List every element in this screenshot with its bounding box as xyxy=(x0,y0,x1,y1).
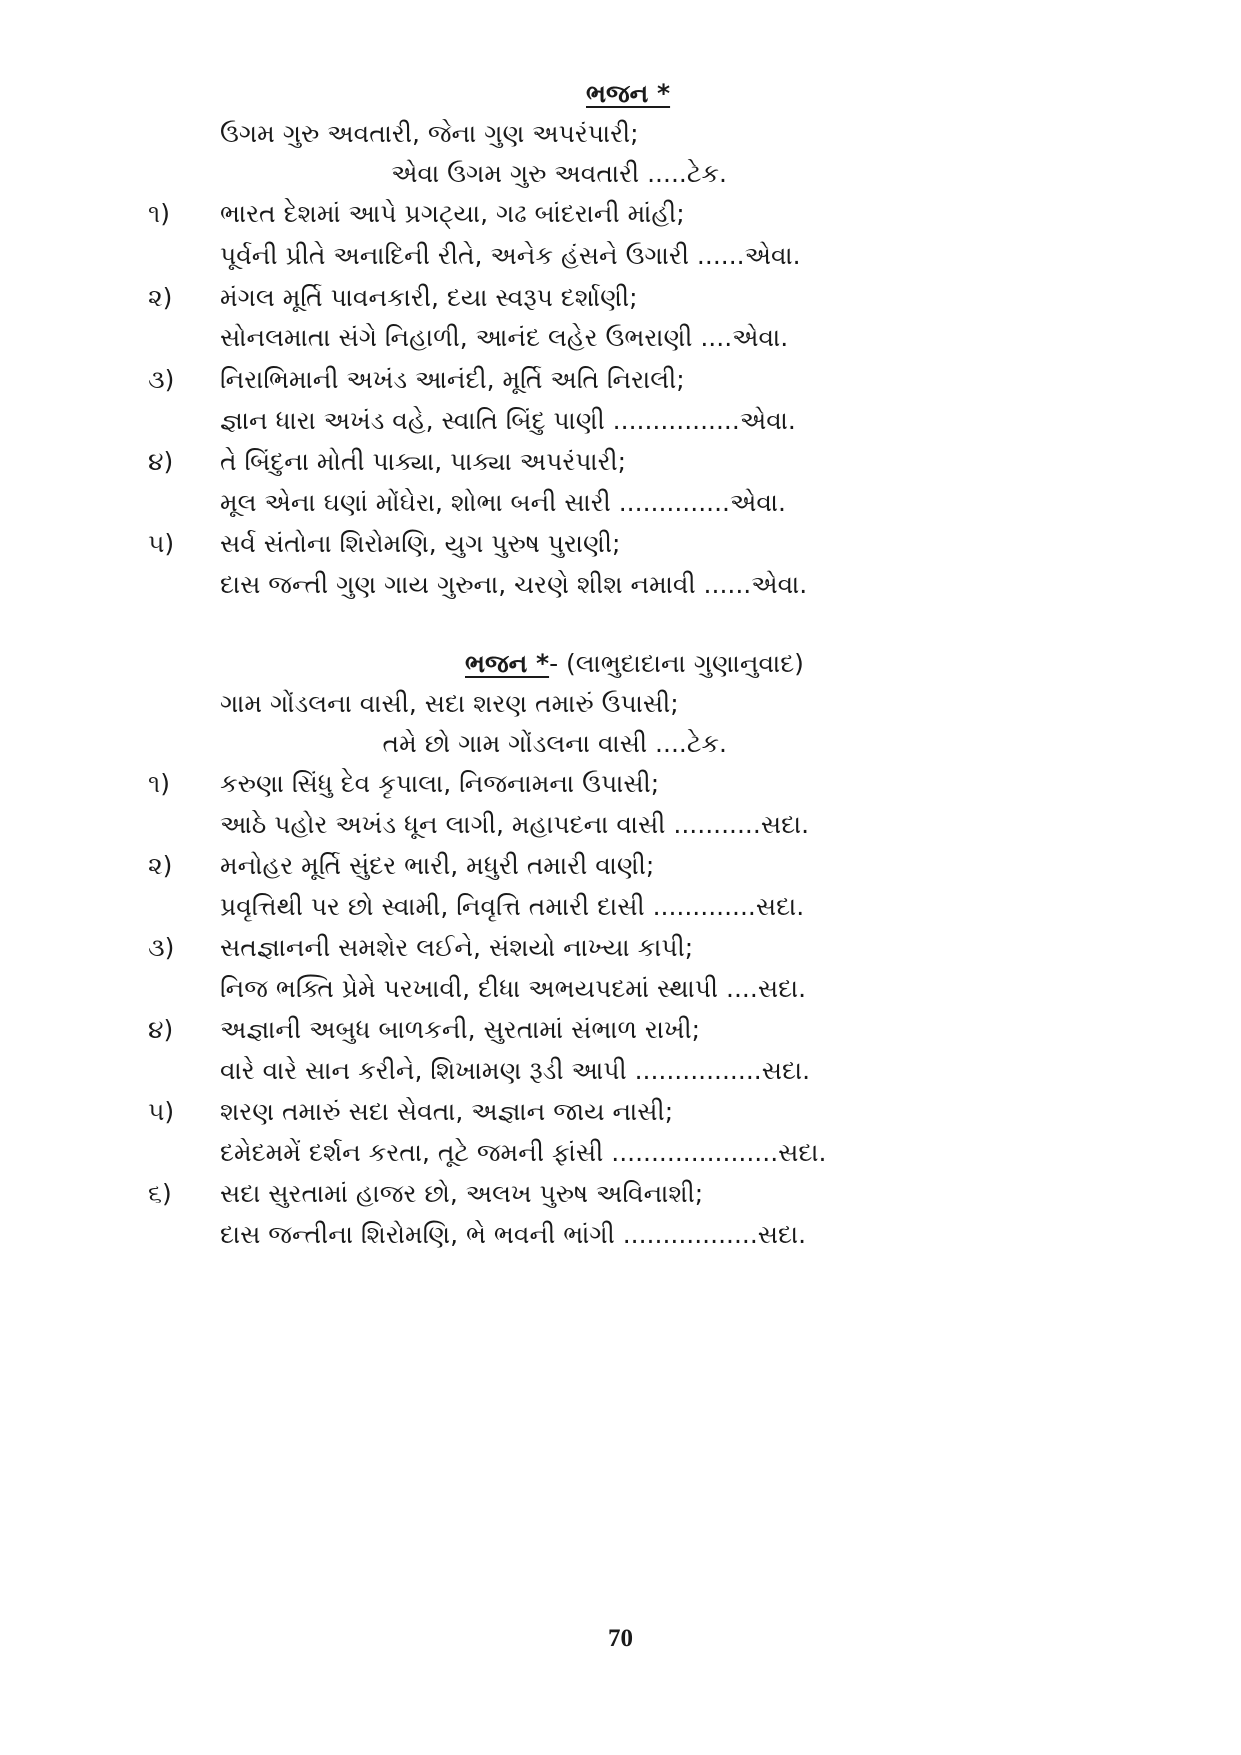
bhajan1-verse4-line1: તે બિંદુના મોતી પાક્યા, પાક્યા અપરંપારી; xyxy=(220,447,627,476)
bhajan2-verse4-line1: અજ્ઞાની અબુધ બાળકની, સુરતામાં સંભાળ રાખી; xyxy=(220,1015,701,1044)
bhajan2-subheading: - (લાભુદાદાના ગુણાનુવાદ) xyxy=(549,649,804,678)
bhajan1-heading-text: ભજન * xyxy=(586,79,671,108)
bhajan2-verse1-line2: આઠે પહોર અખંડ ધૂન લાગી, મહાપદના વાસી ...........સદા. xyxy=(220,810,810,839)
bhajan2-verse5-number: ૫) xyxy=(148,1097,175,1126)
bhajan1-verse5-line2: દાસ જન્તી ગુણ ગાય ગુરુના, ચરણે શીશ નમાવી ......એવા. xyxy=(220,570,808,599)
bhajan2-verse2-line1: મનોહર મૂર્તિ સુંદર ભારી, મધુરી તમારી વાણી; xyxy=(220,851,655,880)
bhajan2-heading xyxy=(465,648,804,680)
bhajan2-verse1-number: ૧) xyxy=(148,769,171,798)
bhajan2-tek-line2: તમે છો ગામ ગોંડલના વાસી ....ટેક. xyxy=(382,729,727,758)
bhajan2-verse3-line2: નિજ ભક્તિ પ્રેમે પરખાવી, દીધા અભયપદમાં સ્થાપી ....સદા. xyxy=(220,974,807,1003)
bhajan1-tek-line1: ઉગમ ગુરુ અવતારી, જેના ગુણ અપરંપારી; xyxy=(220,119,639,148)
bhajan1-heading xyxy=(586,78,670,110)
bhajan1-verse4-number: ૪) xyxy=(148,447,174,476)
bhajan2-verse5-line1: શરણ તમારું સદા સેવતા, અજ્ઞાન જાય નાસી; xyxy=(220,1097,674,1126)
bhajan2-verse2-line2: પ્રવૃત્તિથી પર છો સ્વામી, નિવૃત્તિ તમારી દાસી .............સદા. xyxy=(220,892,805,921)
bhajan1-verse5-number: ૫) xyxy=(148,529,175,558)
bhajan2-verse3-line1: સતજ્ઞાનની સમશેર લઈને, સંશયો નાખ્યા કાપી; xyxy=(220,933,694,962)
bhajan2-heading-text: ભજન * xyxy=(465,649,550,678)
bhajan1-verse1-line2: પૂર્વની પ્રીતે અનાદિની રીતે, અનેક હંસને ઉગારી ......એવા. xyxy=(220,241,801,270)
bhajan1-verse3-number: ૩) xyxy=(148,365,175,394)
bhajan1-tek-line2: એવા ઉગમ ગુરુ અવતારી .....ટેક. xyxy=(391,159,727,188)
bhajan2-verse4-line2: વારે વારે સાન કરીને, શિખામણ રૂડી આપી ................સદા. xyxy=(220,1056,811,1085)
page-number: 70 xyxy=(608,1625,633,1652)
bhajan2-tek-line1: ગામ ગોંડલના વાસી, સદા શરણ તમારું ઉપાસી; xyxy=(220,689,679,718)
bhajan1-verse5-line1: સર્વ સંતોના શિરોમણિ, યુગ પુરુષ પુરાણી; xyxy=(220,529,621,558)
bhajan2-verse3-number: ૩) xyxy=(148,933,175,962)
bhajan1-verse2-line1: મંગલ મૂર્તિ પાવનકારી, દયા સ્વરૂપ દર્શાણી; xyxy=(220,283,638,312)
bhajan2-verse5-line2: દમેદમમેં દર્શન કરતા, તૂટે જમની ફાંસી .....................સદા. xyxy=(220,1138,827,1167)
bhajan1-verse4-line2: મૂલ એના ઘણાં મોંઘેરા, શોભા બની સારી ..............એવા. xyxy=(220,488,787,517)
bhajan2-verse1-line1: કરુણા સિંધુ દેવ કૃપાલા, નિજનામના ઉપાસી; xyxy=(220,769,660,798)
bhajan2-verse2-number: ૨) xyxy=(148,851,173,880)
bhajan2-verse4-number: ૪) xyxy=(148,1015,174,1044)
bhajan1-verse2-number: ૨) xyxy=(148,283,173,312)
bhajan1-verse3-line2: જ્ઞાન ધારા અખંડ વહે, સ્વાતિ બિંદુ પાણી ................એવા. xyxy=(220,406,796,435)
bhajan2-verse6-line2: દાસ જન્તીના શિરોમણિ, ભે ભવની ભાંગી .................સદા. xyxy=(220,1220,807,1249)
bhajan1-verse1-line1: ભારત દેશમાં આપે પ્રગટ્યા, ગઢ બાંદરાની માંહી; xyxy=(220,199,685,228)
bhajan2-verse6-number: ૬) xyxy=(148,1179,172,1208)
bhajan1-verse2-line2: સોનલમાતા સંગે નિહાળી, આનંદ લહેર ઉભરાણી ....એવા. xyxy=(220,323,789,352)
bhajan1-verse1-number: ૧) xyxy=(148,199,171,228)
bhajan2-verse6-line1: સદા સુરતામાં હાજર છો, અલખ પુરુષ અવિનાશી; xyxy=(220,1179,704,1208)
bhajan1-verse3-line1: નિરાભિમાની અખંડ આનંદી, મૂર્તિ અતિ નિરાલી; xyxy=(220,365,685,394)
